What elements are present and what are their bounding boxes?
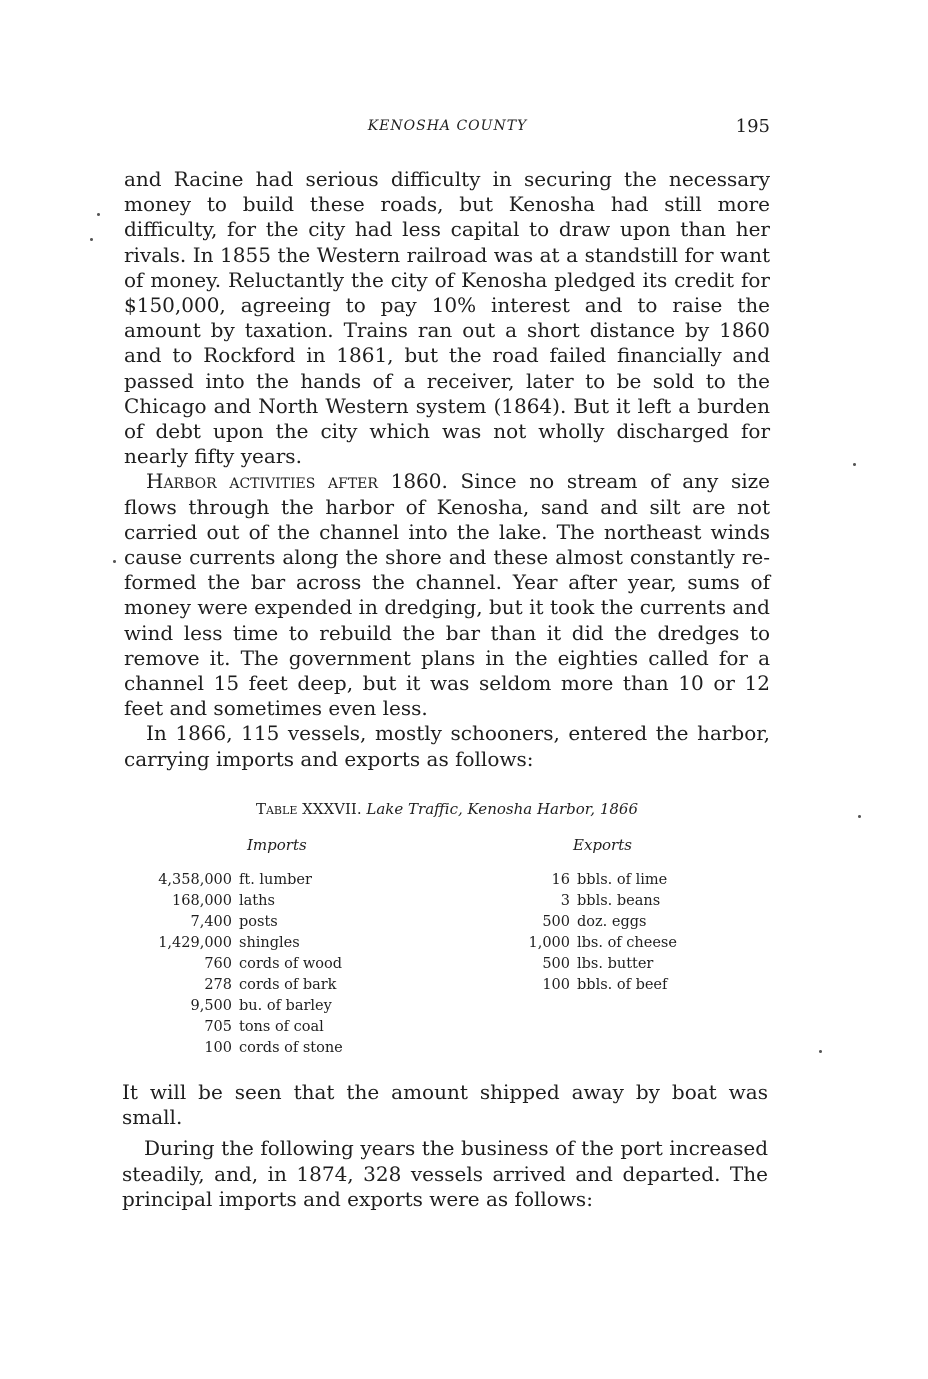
import-item: ft. lumber [239,872,312,888]
table-row [504,933,677,954]
table-row [144,954,343,975]
paragraph-1874: During the following years the business of the port increased steadily, and, in 1874, 328 vessels arrived and departed. The principal imports and exports were as follows: [122,1136,768,1211]
table-row [144,996,343,1017]
paragraph-vessels-1866: In 1866, 115 vessels, mostly schooners, entered the harbor, carrying imports and exports as follows: [124,721,770,771]
import-item: cords of wood [239,956,342,972]
table-label: Table XXXVII. [255,800,362,818]
scan-speck [90,238,93,241]
export-qty: 100 [542,977,570,993]
scan-speck [819,1050,822,1053]
table-row [144,1017,343,1038]
scan-speck [113,560,116,563]
paragraph-railroad: and Racine had serious difficulty in securing the necessary money to build these roads, but Kenosha had still more difficulty, for the city had less capital to draw upon than her rivals. In 1855 the Western railroad was at a standstill for want of money. Reluctantly the city of Kenosha pledged its credit for $150,000, agreeing to pay 10% interest and to raise the amount by taxation. Trains ran out a short distance by 1860 and to Rockford in 1861, but the road failed financially and passed into the hands of a receiver, later to be sold to the Chicago and North Western system (1864). But it left a burden of debt upon the city which was not wholly discharged for nearly fifty years. [124,167,770,469]
lake-traffic-table [124,800,770,1056]
import-qty: 4,358,000 [158,872,232,888]
imports-list [144,870,343,1059]
import-item: laths [239,893,275,909]
export-item: lbs. butter [577,956,654,972]
table-row [144,1038,343,1059]
table-row [504,975,677,996]
export-qty: 1,000 [528,935,570,951]
export-qty: 3 [560,893,570,909]
table-row [144,891,343,912]
running-title: KENOSHA COUNTY [367,118,528,134]
scan-speck [853,463,856,466]
import-item: bu. of barley [239,998,332,1014]
table-row [504,891,677,912]
import-qty: 705 [204,1019,232,1035]
table-row [144,912,343,933]
import-item: cords of stone [239,1040,343,1056]
export-item: doz. eggs [577,914,647,930]
table-row [504,870,677,891]
export-qty: 500 [542,956,570,972]
export-qty: 16 [551,872,570,888]
import-qty: 100 [204,1040,232,1056]
import-qty: 278 [204,977,232,993]
table-row [144,870,343,891]
import-qty: 9,500 [190,998,232,1014]
import-qty: 760 [204,956,232,972]
paragraph-harbor [124,469,770,721]
scan-speck [97,213,100,216]
export-qty: 500 [542,914,570,930]
export-item: lbs. of cheese [577,935,677,951]
paragraph-harbor-text: Since no stream of any size flows through the harbor of Kenosha, sand and silt are not carried out of the channel into the lake. The northeast winds cause currents along the shore and these almost constantly re-formed the bar across the channel. Year after year, sums of money were expended in dredging, but it took the currents and wind less time to rebuild the bar than it did the dredges to remove it. The government plans in the eighties called for a channel 15 feet deep, but it was seldom more than 10 or 12 feet and sometimes even less. [124,469,771,721]
import-qty: 7,400 [190,914,232,930]
body-text-bottom [122,1080,768,1218]
import-qty: 168,000 [172,893,232,909]
section-heading-harbor: Harbor activities after 1860. [146,469,448,494]
imports-heading: Imports [247,836,307,854]
table-row [144,975,343,996]
table-row [504,912,677,933]
export-item: bbls. of lime [577,872,668,888]
export-item: bbls. of beef [577,977,668,993]
body-text-top [124,167,770,772]
exports-heading: Exports [573,836,632,854]
page-number: 195 [735,116,770,137]
import-item: posts [239,914,278,930]
import-item: cords of bark [239,977,337,993]
import-item: tons of coal [239,1019,324,1035]
import-qty: 1,429,000 [158,935,232,951]
exports-list [504,870,677,996]
page-header [125,118,770,142]
table-row [504,954,677,975]
table-title: Lake Traffic, Kenosha Harbor, 1866 [366,800,639,818]
export-item: bbls. beans [577,893,661,909]
scan-speck [858,815,861,818]
table-row [144,933,343,954]
paragraph-shipped-small: It will be seen that the amount shipped away by boat was small. [122,1080,768,1130]
table-caption [124,800,770,818]
import-item: shingles [239,935,300,951]
